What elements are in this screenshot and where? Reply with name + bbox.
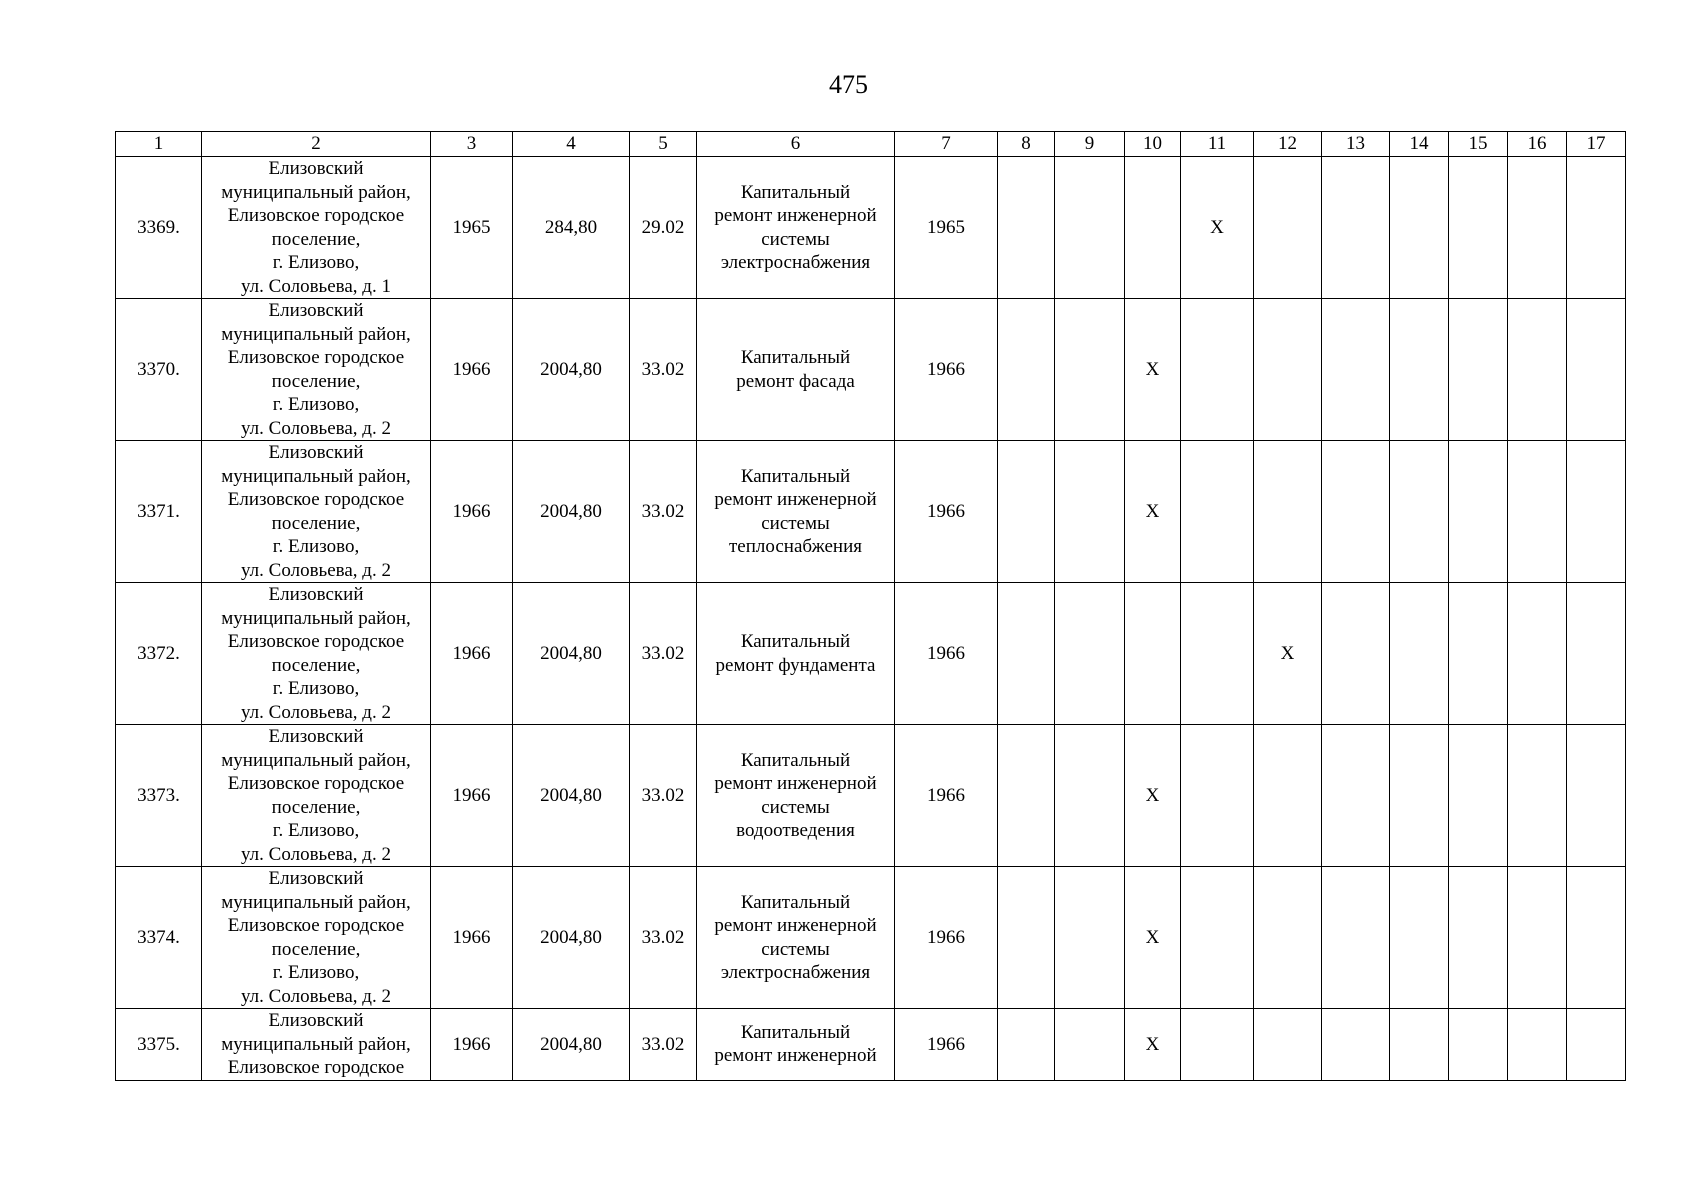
address-cell: Елизовский муниципальный район, Елизовское городское поселение, г. Елизово, ул. Соловьева, д. 2: [202, 583, 431, 725]
register-table: [115, 131, 1626, 1081]
work-type-cell: Капитальный ремонт фундамента: [697, 583, 895, 725]
table-row: [116, 157, 1626, 299]
mark-cell: [998, 157, 1055, 299]
area-cell: 2004,80: [513, 441, 630, 583]
address-cell: Елизовский муниципальный район, Елизовское городское: [202, 1009, 431, 1081]
mark-cell: [1508, 299, 1567, 441]
area-cell: 2004,80: [513, 1009, 630, 1081]
address-cell: Елизовский муниципальный район, Елизовское городское поселение, г. Елизово, ул. Соловьева, д. 2: [202, 441, 431, 583]
mark-cell: [1322, 1009, 1390, 1081]
work-type-cell: Капитальный ремонт инженерной: [697, 1009, 895, 1081]
year-cell-2: 1966: [895, 1009, 998, 1081]
mark-cell: [1508, 1009, 1567, 1081]
mark-cell: [1390, 725, 1449, 867]
year-cell: 1966: [431, 867, 513, 1009]
mark-cell: [998, 725, 1055, 867]
mark-cell: [1125, 157, 1181, 299]
row-number: 3371.: [116, 441, 202, 583]
mark-cell: [1390, 441, 1449, 583]
year-cell: 1966: [431, 583, 513, 725]
column-number: 3: [431, 132, 513, 157]
area-cell: 284,80: [513, 157, 630, 299]
mark-cell: [1254, 157, 1322, 299]
column-number: 4: [513, 132, 630, 157]
mark-cell: [1055, 583, 1125, 725]
work-type-cell: Капитальный ремонт инженерной системы электроснабжения: [697, 157, 895, 299]
code-cell: 33.02: [630, 867, 697, 1009]
table-row: [116, 441, 1626, 583]
address-cell: Елизовский муниципальный район, Елизовское городское поселение, г. Елизово, ул. Соловьева, д. 2: [202, 867, 431, 1009]
mark-cell: [1322, 583, 1390, 725]
mark-cell: [1254, 725, 1322, 867]
mark-cell: [1508, 583, 1567, 725]
area-cell: 2004,80: [513, 299, 630, 441]
year-cell: 1966: [431, 441, 513, 583]
mark-cell: [1181, 867, 1254, 1009]
column-number: 2: [202, 132, 431, 157]
column-number: 8: [998, 132, 1055, 157]
code-cell: 33.02: [630, 441, 697, 583]
code-cell: 33.02: [630, 725, 697, 867]
mark-cell: [1567, 583, 1626, 725]
mark-cell: [1390, 157, 1449, 299]
mark-cell: [1055, 441, 1125, 583]
work-type-cell: Капитальный ремонт инженерной системы водоотведения: [697, 725, 895, 867]
table-row: [116, 725, 1626, 867]
work-type-cell: Капитальный ремонт инженерной системы электроснабжения: [697, 867, 895, 1009]
mark-cell: [1181, 583, 1254, 725]
mark-cell: [1055, 157, 1125, 299]
mark-cell: [1449, 583, 1508, 725]
mark-cell: [1390, 583, 1449, 725]
row-number: 3370.: [116, 299, 202, 441]
table-row: [116, 1009, 1626, 1081]
column-number: 14: [1390, 132, 1449, 157]
row-number: 3369.: [116, 157, 202, 299]
mark-cell: X: [1125, 1009, 1181, 1081]
year-cell: 1966: [431, 1009, 513, 1081]
mark-cell: [1322, 157, 1390, 299]
mark-cell: X: [1181, 157, 1254, 299]
row-number: 3373.: [116, 725, 202, 867]
code-cell: 33.02: [630, 583, 697, 725]
mark-cell: X: [1125, 725, 1181, 867]
area-cell: 2004,80: [513, 867, 630, 1009]
table-row: [116, 583, 1626, 725]
mark-cell: [1322, 441, 1390, 583]
column-number: 7: [895, 132, 998, 157]
year-cell-2: 1966: [895, 441, 998, 583]
mark-cell: [1567, 299, 1626, 441]
mark-cell: [1567, 867, 1626, 1009]
mark-cell: [1125, 583, 1181, 725]
mark-cell: [1390, 867, 1449, 1009]
mark-cell: [1055, 725, 1125, 867]
mark-cell: [1055, 1009, 1125, 1081]
mark-cell: [1449, 299, 1508, 441]
mark-cell: [1181, 441, 1254, 583]
table-row: [116, 867, 1626, 1009]
address-cell: Елизовский муниципальный район, Елизовское городское поселение, г. Елизово, ул. Соловьева, д. 2: [202, 725, 431, 867]
mark-cell: [1508, 157, 1567, 299]
column-number: 15: [1449, 132, 1508, 157]
year-cell-2: 1966: [895, 583, 998, 725]
code-cell: 29.02: [630, 157, 697, 299]
work-type-cell: Капитальный ремонт фасада: [697, 299, 895, 441]
mark-cell: [1254, 441, 1322, 583]
mark-cell: [998, 867, 1055, 1009]
mark-cell: [998, 299, 1055, 441]
column-number: 12: [1254, 132, 1322, 157]
row-number: 3372.: [116, 583, 202, 725]
mark-cell: X: [1125, 441, 1181, 583]
address-cell: Елизовский муниципальный район, Елизовское городское поселение, г. Елизово, ул. Соловьева, д. 1: [202, 157, 431, 299]
address-cell: Елизовский муниципальный район, Елизовское городское поселение, г. Елизово, ул. Соловьева, д. 2: [202, 299, 431, 441]
mark-cell: [1254, 299, 1322, 441]
mark-cell: [1322, 299, 1390, 441]
mark-cell: [1181, 299, 1254, 441]
mark-cell: [1181, 1009, 1254, 1081]
row-number: 3375.: [116, 1009, 202, 1081]
mark-cell: [1449, 725, 1508, 867]
year-cell: 1966: [431, 299, 513, 441]
year-cell-2: 1966: [895, 299, 998, 441]
code-cell: 33.02: [630, 1009, 697, 1081]
year-cell-2: 1966: [895, 725, 998, 867]
mark-cell: X: [1125, 299, 1181, 441]
row-number: 3374.: [116, 867, 202, 1009]
column-number: 9: [1055, 132, 1125, 157]
mark-cell: [1254, 1009, 1322, 1081]
mark-cell: [998, 441, 1055, 583]
column-number: 1: [116, 132, 202, 157]
mark-cell: [1449, 441, 1508, 583]
mark-cell: [1390, 1009, 1449, 1081]
mark-cell: [1508, 441, 1567, 583]
column-number: 16: [1508, 132, 1567, 157]
area-cell: 2004,80: [513, 583, 630, 725]
mark-cell: [1449, 157, 1508, 299]
mark-cell: [998, 583, 1055, 725]
mark-cell: [1055, 299, 1125, 441]
column-number: 13: [1322, 132, 1390, 157]
mark-cell: [1567, 725, 1626, 867]
mark-cell: [1449, 867, 1508, 1009]
work-type-cell: Капитальный ремонт инженерной системы теплоснабжения: [697, 441, 895, 583]
mark-cell: [1567, 441, 1626, 583]
year-cell: 1965: [431, 157, 513, 299]
mark-cell: [1508, 725, 1567, 867]
mark-cell: X: [1125, 867, 1181, 1009]
mark-cell: [1181, 725, 1254, 867]
mark-cell: [1322, 725, 1390, 867]
column-number: 5: [630, 132, 697, 157]
column-number: 10: [1125, 132, 1181, 157]
year-cell-2: 1965: [895, 157, 998, 299]
column-number: 11: [1181, 132, 1254, 157]
mark-cell: X: [1254, 583, 1322, 725]
page-number: 475: [829, 70, 868, 99]
mark-cell: [1254, 867, 1322, 1009]
mark-cell: [1322, 867, 1390, 1009]
area-cell: 2004,80: [513, 725, 630, 867]
column-number: 17: [1567, 132, 1626, 157]
mark-cell: [1449, 1009, 1508, 1081]
column-number-row: [116, 132, 1626, 157]
column-number: 6: [697, 132, 895, 157]
code-cell: 33.02: [630, 299, 697, 441]
mark-cell: [1390, 299, 1449, 441]
mark-cell: [1567, 157, 1626, 299]
mark-cell: [998, 1009, 1055, 1081]
mark-cell: [1055, 867, 1125, 1009]
year-cell-2: 1966: [895, 867, 998, 1009]
table-row: [116, 299, 1626, 441]
year-cell: 1966: [431, 725, 513, 867]
mark-cell: [1508, 867, 1567, 1009]
mark-cell: [1567, 1009, 1626, 1081]
